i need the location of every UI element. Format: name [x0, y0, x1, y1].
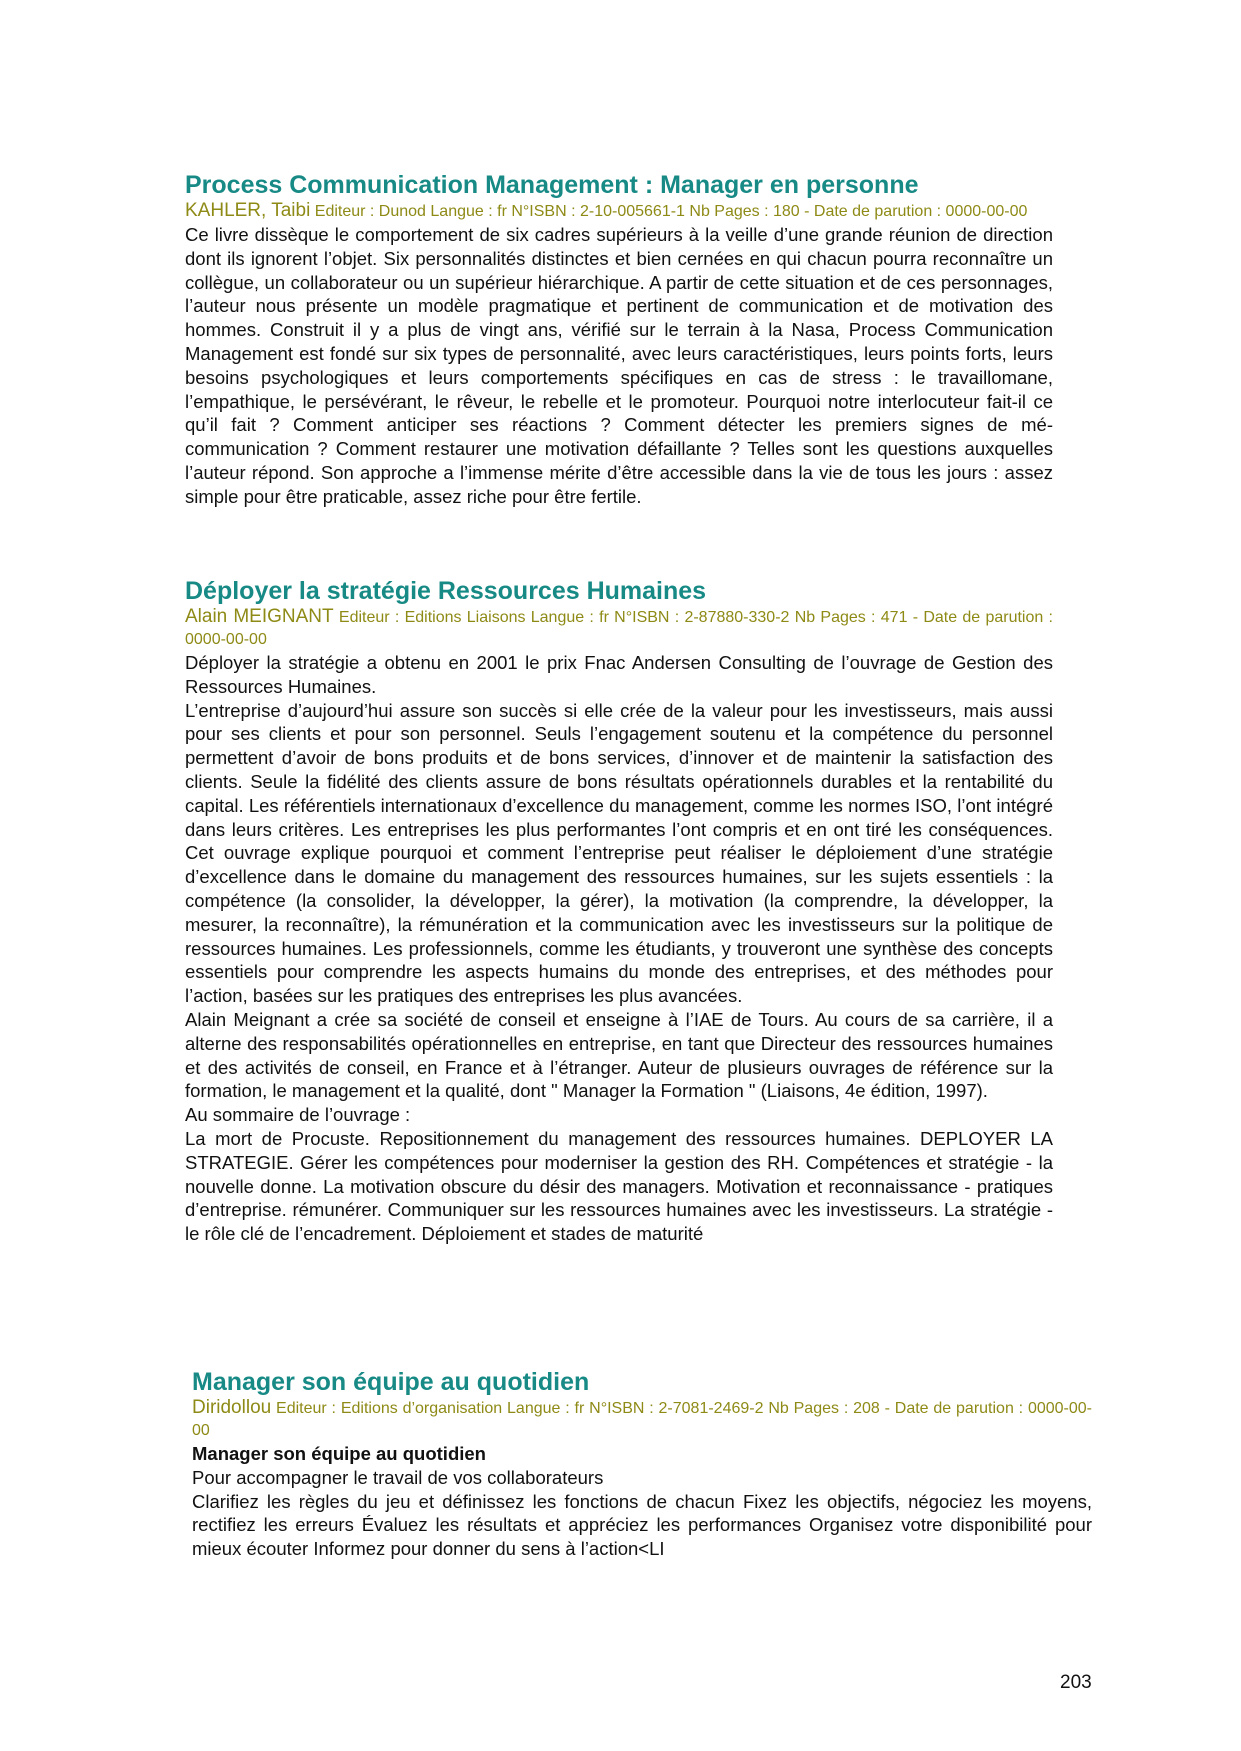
book-entry	[185, 576, 1053, 1246]
description-paragraph: Clarifiez les règles du jeu et définissez les fonctions de chacun Fixez les objectifs, négociez les moyens, rectifiez les erreurs Évaluez les résultats et appréciez les performances Organisez votre disponibilité pour mieux écouter Informez pour donner du sens à l’action<LI	[192, 1490, 1092, 1560]
description-paragraph: Déployer la stratégie a obtenu en 2001 le prix Fnac Andersen Consulting de l’ouvrage de Gestion des Ressources Humaines.	[185, 652, 1053, 697]
book-entry	[185, 170, 1053, 509]
book-subtitle: Manager son équipe au quotidien	[192, 1443, 486, 1464]
description-paragraph: La mort de Procuste. Repositionnement du management des ressources humaines. DEPLOYER LA STRATEGIE. Gérer les compétences pour moderniser la gestion des RH. Compétences et stratégie - la nouvelle donne. La motivation obscure du désir des managers. Motivation et reconnaissance - pratiques d’entreprise. rémunérer. Communiquer sur les ressources humaines avec les investisseurs. La stratégie - le rôle clé de l’encadrement. Déploiement et stades de maturité	[185, 1127, 1053, 1245]
book-publication-info: Editeur : Editions Liaisons Langue : fr N°ISBN : 2-87880-330-2 Nb Pages : 471 - Date de parution : 0000-00-00	[185, 609, 1053, 648]
book-publication-info: Editeur : Editions d’organisation Langue : fr N°ISBN : 2-7081-2469-2 Nb Pages : 208 - Date de parution : 0000-00-00	[192, 1400, 1092, 1439]
book-entry	[192, 1367, 1092, 1561]
description-paragraph: Alain Meignant a crée sa société de conseil et enseigne à l’IAE de Tours. Au cours de sa carrière, il a alterne des responsabilités opérationnelles en entreprise, en tant que Directeur des ressources humaines et des activités de conseil, en France et à l’étranger. Auteur de plusieurs ouvrages de référence sur la formation, le management et la qualité, dont " Manager la Formation " (Liaisons, 4e édition, 1997).	[185, 1008, 1053, 1102]
book-title: Déployer la stratégie Ressources Humaines	[185, 577, 707, 605]
book-description	[185, 223, 1053, 509]
book-metadata	[192, 1397, 1092, 1442]
description-paragraph: Ce livre dissèque le comportement de six cadres supérieurs à la veille d’une grande réunion de direction dont ils ignorent l’objet. Six personnalités distinctes et bien cernées en qui chacun pourra reconnaître un collègue, un collaborateur ou un supérieur hiérarchique. A partir de cette situation et de ces personnages, l’auteur nous présente un modèle pragmatique et pertinent de communication et de motivation des hommes. Construit il y a plus de vingt ans, vérifié sur le terrain à la Nasa, Process Communication Management est fondé sur six types de personnalité, avec leurs caractéristiques, leurs points forts, leurs besoins psychologiques et leurs comportements spécifiques en cas de stress : le travaillomane, l’empathique, le persévérant, le rêveur, le rebelle et le promoteur. Pourquoi notre interlocuteur fait-il ce qu’il fait ? Comment anticiper ses réactions ? Comment détecter les premiers signes de mé-communication ? Comment restaurer une motivation défaillante ? Telles sont les questions auxquelles l’auteur répond. Son approche a l’immense mérite d’être accessible dans la vie de tous les jours : assez simple pour être praticable, assez riche pour être fertile.	[185, 224, 1053, 507]
book-title: Process Communication Management : Manager en personne	[185, 171, 919, 199]
book-publication-info: Editeur : Dunod Langue : fr N°ISBN : 2-10-005661-1 Nb Pages : 180 - Date de parution : 0000-00-00	[310, 203, 1028, 220]
book-author: Alain MEIGNANT	[185, 606, 334, 627]
description-paragraph: Au sommaire de l’ouvrage :	[185, 1104, 411, 1126]
book-author: Diridollou	[192, 1397, 272, 1418]
book-metadata	[185, 606, 1053, 651]
book-metadata	[185, 200, 1053, 223]
book-title: Manager son équipe au quotidien	[192, 1368, 590, 1396]
book-description	[185, 651, 1053, 1246]
page-number: 203	[1060, 1672, 1092, 1693]
book-description	[192, 1442, 1092, 1561]
description-paragraph: Pour accompagner le travail de vos collaborateurs	[192, 1466, 604, 1488]
book-author: KAHLER, Taibi	[185, 200, 311, 221]
description-paragraph: L’entreprise d’aujourd’hui assure son succès si elle crée de la valeur pour les investisseurs, mais aussi pour ses clients et pour son personnel. Seuls l’engagement soutenu et la compétence du personnel permettent d’avoir de bons produits et de bons services, d’innover et de maintenir la satisfaction des clients. Seule la fidélité des clients assure de bons résultats opérationnels durables et la rentabilité du capital. Les référentiels internationaux d’excellence du management, comme les normes ISO, l’ont intégré dans leurs critères. Les entreprises les plus performantes l’ont compris et en ont tiré les conséquences. Cet ouvrage explique pourquoi et comment l’entreprise peut réaliser le déploiement d’une stratégie d’excellence dans le domaine du management des ressources humaines, sur les sujets essentiels : la compétence (la consolider, la développer, la gérer), la motivation (la comprendre, la développer, la mesurer, la reconnaître), la rémunération et la communication avec les investisseurs sur la politique de ressources humaines. Les professionnels, comme les étudiants, y trouveront une synthèse des concepts essentiels pour comprendre les aspects humains du monde des entreprises, et des méthodes pour l’action, basées sur les pratiques des entreprises les plus avancées.	[185, 699, 1053, 1007]
